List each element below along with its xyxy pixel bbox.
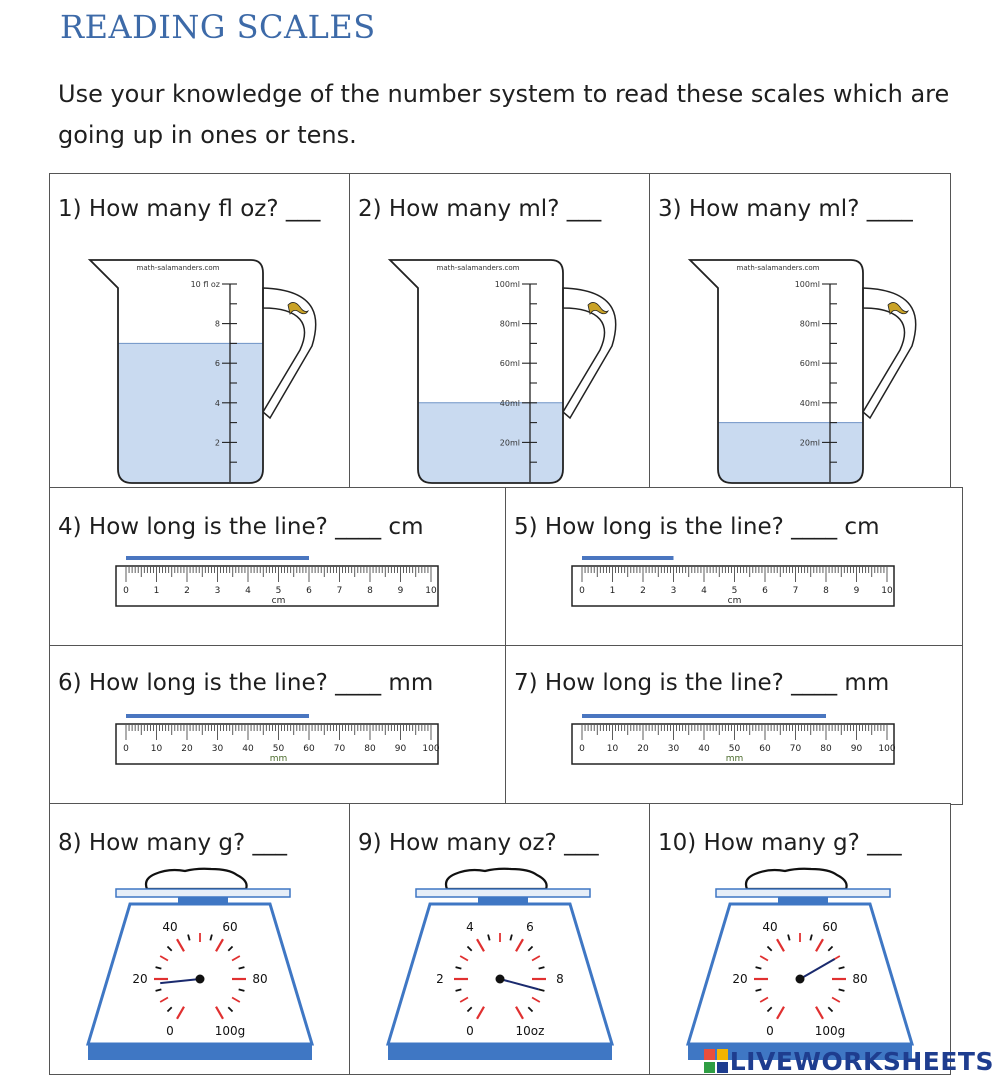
- scale-pan: [716, 889, 890, 897]
- scale-body: [688, 904, 912, 1044]
- question-2-text: 2) How many ml? ___: [358, 196, 602, 222]
- measuring-jug-2: [350, 248, 650, 488]
- jug-tick-label: 10 fl oz: [190, 280, 220, 289]
- ruler-tick-label: 7: [792, 586, 799, 596]
- ruler-tick-label: 0: [123, 586, 129, 596]
- ruler-tick-label: 0: [579, 744, 585, 754]
- ruler-tick-label: 50: [728, 744, 741, 754]
- ruler-tick-label: 30: [211, 744, 224, 754]
- dial-center: [196, 975, 205, 984]
- dial-label: 6: [526, 920, 534, 935]
- watermark-text: LIVEWORKSHEETS: [729, 1047, 994, 1076]
- scale-body: [388, 904, 612, 1044]
- ruler-tick-label: 6: [762, 586, 768, 596]
- ruler-tick-label: 6: [306, 586, 312, 596]
- ruler-tick-label: 70: [333, 744, 346, 754]
- question-cell-3: [649, 173, 951, 489]
- question-1-text: 1) How many fl oz? ___: [58, 196, 321, 222]
- scale-body: [88, 904, 312, 1044]
- dial-label: 40: [762, 920, 778, 935]
- question-3-text: 3) How many ml? ____: [658, 196, 913, 222]
- ruler-tick-label: 3: [214, 586, 221, 596]
- question-cell-4: [49, 487, 507, 647]
- jug-tick-label: 80ml: [799, 319, 820, 329]
- ruler-tick-label: 60: [759, 744, 771, 754]
- dial-center: [496, 975, 505, 984]
- ruler-tick-label: 20: [181, 744, 193, 754]
- jug-tick-label: 20ml: [499, 438, 520, 448]
- ruler-1: [50, 548, 500, 648]
- dial-label: 20: [732, 972, 748, 986]
- question-cell-2: [349, 173, 651, 489]
- liveworksheets-watermark: [704, 1047, 994, 1076]
- ruler-tick-label: 8: [367, 586, 373, 596]
- ruler-tick-label: 40: [698, 744, 710, 754]
- ruler-tick-label: 90: [850, 744, 863, 754]
- ruler-tick-label: 90: [394, 744, 407, 754]
- dial-label: 2: [436, 972, 444, 986]
- ruler-tick-label: 100: [878, 744, 896, 754]
- ruler-tick-label: 2: [184, 586, 190, 596]
- jug-tick-label: 2: [214, 438, 220, 448]
- ruler-tick-label: 1: [609, 586, 616, 596]
- dial-label: 0: [766, 1023, 774, 1038]
- question-cell-7: [505, 645, 963, 805]
- ruler-tick-label: 5: [731, 586, 738, 596]
- ruler-tick-label: 9: [853, 586, 860, 596]
- dial-label: 4: [466, 920, 474, 935]
- ruler-2: [506, 548, 956, 648]
- ruler-tick-label: 0: [123, 744, 129, 754]
- ruler-tick-label: 5: [275, 586, 282, 596]
- scale-base: [88, 1043, 312, 1060]
- dial-label: 100g: [214, 1023, 246, 1038]
- ruler-unit-label: mm: [725, 754, 744, 764]
- weighing-scale-2: [350, 860, 650, 1070]
- brand-label: math-salamanders.com: [736, 264, 820, 272]
- jug-tick-label: 100ml: [494, 280, 520, 289]
- ruler-tick-label: 10: [606, 744, 619, 754]
- ruler-tick-label: 10: [150, 744, 163, 754]
- question-cell-8: [49, 803, 351, 1075]
- ruler-4: [506, 706, 956, 806]
- ruler-tick-label: 70: [789, 744, 802, 754]
- question-4-text: 4) How long is the line? ____ cm: [58, 514, 424, 540]
- question-cell-6: [49, 645, 507, 805]
- dial-label: 8: [556, 972, 564, 986]
- intro-text: Use your knowledge of the number system to read these scales which are going up in ones or tens.: [58, 80, 950, 149]
- weighing-scale-1: [50, 860, 350, 1070]
- jug-tick-label: 60ml: [499, 359, 520, 369]
- jug-water: [418, 403, 563, 483]
- question-cell-10: [649, 803, 951, 1075]
- ruler-unit-label: cm: [727, 596, 742, 606]
- ruler-tick-label: 7: [336, 586, 343, 596]
- ruler-tick-label: 10: [425, 586, 437, 596]
- measuring-jug-3: [650, 248, 950, 488]
- ruler-tick-label: 20: [637, 744, 649, 754]
- jug-tick-label: 20ml: [799, 438, 820, 448]
- question-cell-9: [349, 803, 651, 1075]
- dial-label: 0: [466, 1023, 474, 1038]
- scale-pan: [116, 889, 290, 897]
- dial-label: 0: [166, 1023, 174, 1038]
- ruler-tick-label: 4: [701, 586, 707, 596]
- jug-tick-label: 60ml: [799, 359, 820, 369]
- brand-label: math-salamanders.com: [436, 264, 520, 272]
- jug-tick-label: 8: [214, 319, 220, 329]
- weighed-object: [146, 869, 247, 889]
- dial-label: 80: [252, 972, 268, 986]
- question-10-text: 10) How many g? ___: [658, 830, 902, 856]
- ruler-unit-label: mm: [269, 754, 288, 764]
- jug-water: [118, 343, 263, 483]
- jug-tick-label: 100ml: [794, 280, 820, 289]
- dial-center: [796, 975, 805, 984]
- ruler-tick-label: 50: [272, 744, 285, 754]
- ruler-tick-label: 0: [579, 586, 585, 596]
- ruler-tick-label: 3: [670, 586, 677, 596]
- ruler-tick-label: 2: [640, 586, 646, 596]
- dial-label: 60: [222, 920, 238, 935]
- dial-label: 100g: [814, 1023, 846, 1038]
- ruler-tick-label: 80: [820, 744, 832, 754]
- weighed-object: [446, 869, 547, 889]
- question-5-text: 5) How long is the line? ____ cm: [514, 514, 880, 540]
- ruler-tick-label: 100: [422, 744, 440, 754]
- scale-pan: [416, 889, 590, 897]
- question-cell-5: [505, 487, 963, 647]
- dial-label: 60: [822, 920, 838, 935]
- jug-tick-label: 80ml: [499, 319, 520, 329]
- dial-label: 80: [852, 972, 868, 986]
- ruler-tick-label: 30: [667, 744, 680, 754]
- question-cell-1: [49, 173, 351, 489]
- measuring-jug-1: [50, 248, 350, 488]
- question-7-text: 7) How long is the line? ____ mm: [514, 670, 890, 696]
- brand-label: math-salamanders.com: [136, 264, 220, 272]
- ruler-unit-label: cm: [271, 596, 286, 606]
- dial-label: 20: [132, 972, 148, 986]
- liveworksheets-logo-icon: [704, 1049, 728, 1073]
- question-6-text: 6) How long is the line? ____ mm: [58, 670, 434, 696]
- dial-label: 10oz: [515, 1023, 545, 1038]
- page-title: READING SCALES: [60, 8, 376, 46]
- question-9-text: 9) How many oz? ___: [358, 830, 599, 856]
- jug-water: [718, 423, 863, 483]
- ruler-tick-label: 80: [364, 744, 376, 754]
- weighed-object: [746, 869, 847, 889]
- ruler-tick-label: 40: [242, 744, 254, 754]
- ruler-tick-label: 60: [303, 744, 315, 754]
- scale-base: [388, 1043, 612, 1060]
- ruler-tick-label: 8: [823, 586, 829, 596]
- question-8-text: 8) How many g? ___: [58, 830, 288, 856]
- ruler-3: [50, 706, 500, 806]
- weighing-scale-3: [650, 860, 950, 1070]
- jug-tick-label: 40ml: [499, 398, 520, 408]
- ruler-tick-label: 10: [881, 586, 893, 596]
- ruler-tick-label: 4: [245, 586, 251, 596]
- dial-label: 40: [162, 920, 178, 935]
- ruler-tick-label: 1: [153, 586, 160, 596]
- jug-tick-label: 6: [214, 359, 220, 369]
- jug-tick-label: 40ml: [799, 398, 820, 408]
- jug-tick-label: 4: [214, 398, 220, 408]
- ruler-tick-label: 9: [397, 586, 404, 596]
